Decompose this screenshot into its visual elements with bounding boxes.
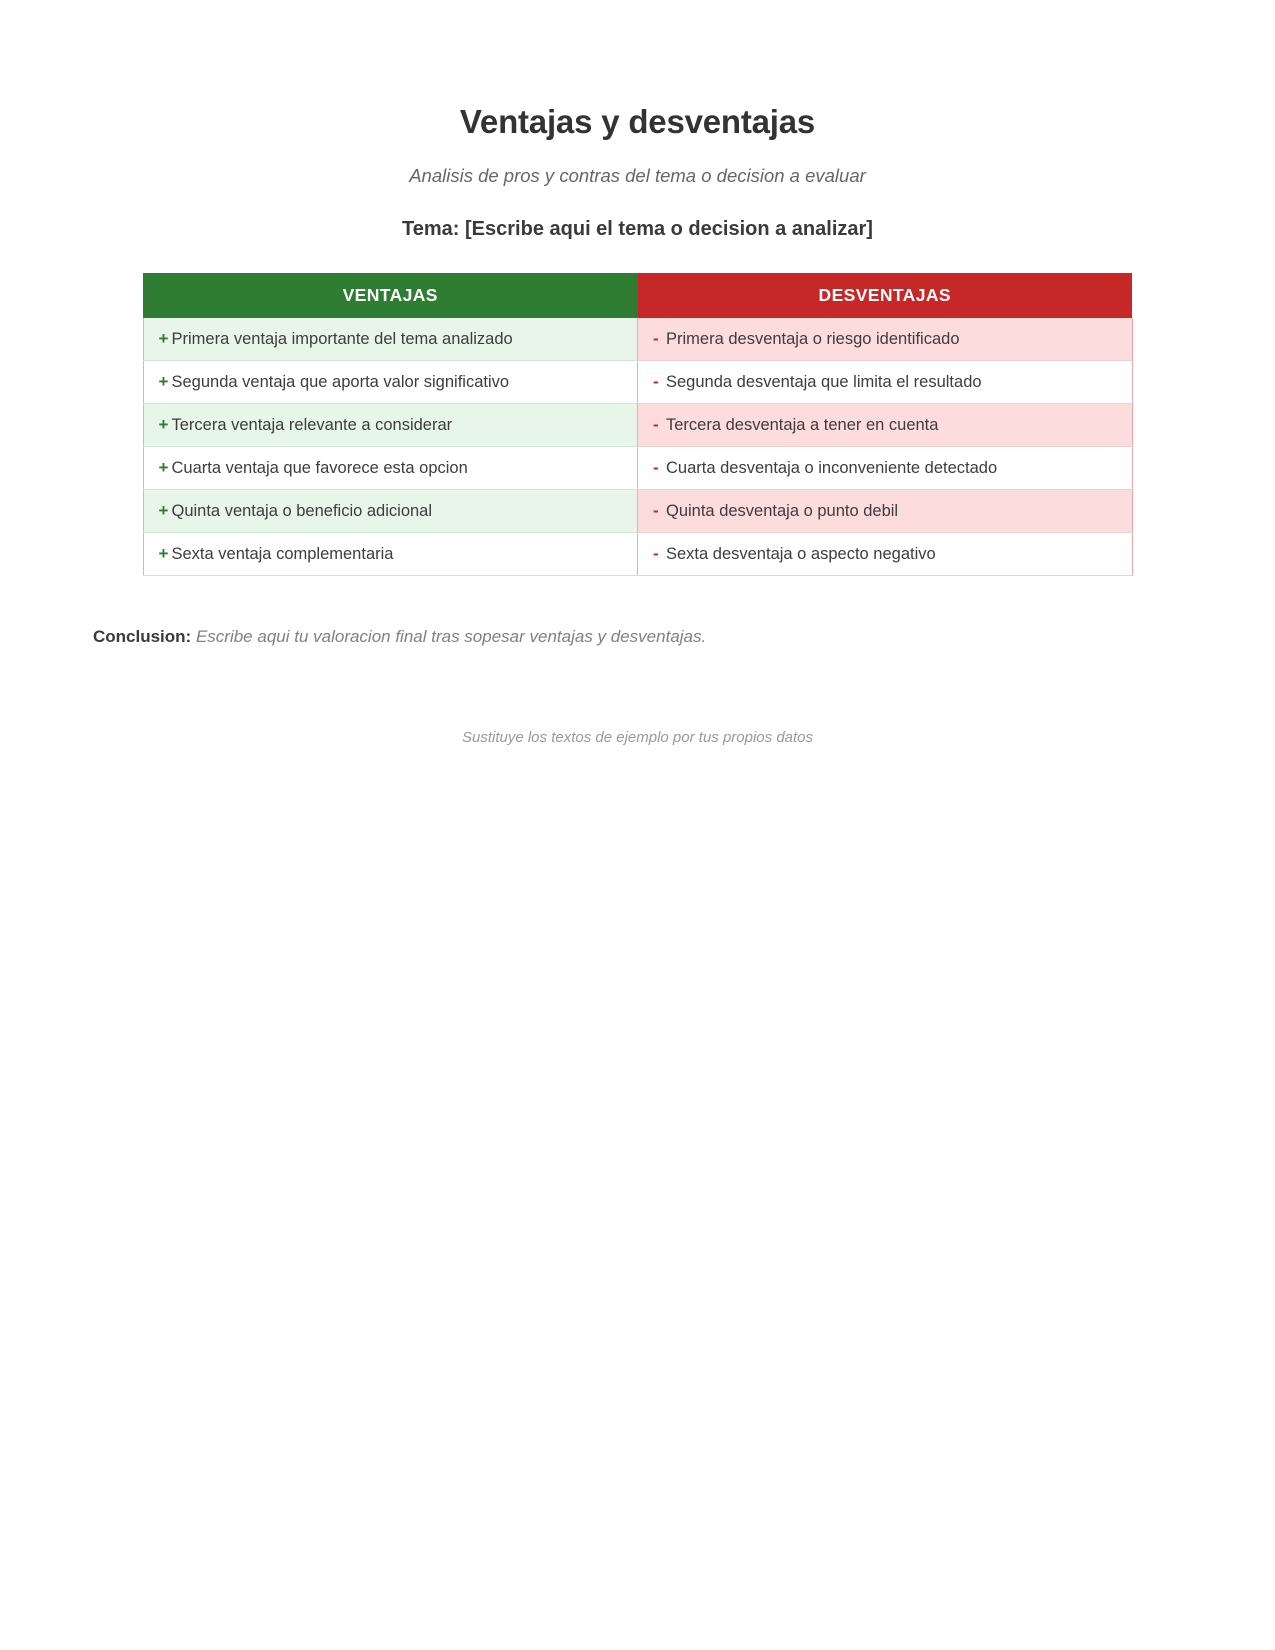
ventaja-cell	[143, 318, 638, 361]
plus-icon: +	[158, 372, 169, 391]
page-subtitle: Analisis de pros y contras del tema o decision a evaluar	[409, 165, 866, 186]
ventaja-text: Sexta ventaja complementaria	[171, 545, 394, 563]
minus-icon: -	[653, 329, 659, 348]
table-header	[143, 273, 1132, 318]
plus-icon: +	[158, 458, 169, 477]
plus-icon: +	[158, 501, 169, 520]
desventaja-text: Primera desventaja o riesgo identificado	[666, 330, 960, 348]
ventaja-text: Quinta ventaja o beneficio adicional	[171, 502, 433, 520]
conclusion-line	[88, 576, 1187, 647]
desventaja-cell	[638, 361, 1133, 404]
pros-cons-table-wrapper	[88, 273, 1187, 576]
table-row	[143, 490, 1132, 533]
desventaja-text: Sexta desventaja o aspecto negativo	[666, 545, 936, 563]
ventaja-text: Tercera ventaja relevante a considerar	[171, 416, 453, 434]
plus-icon: +	[158, 415, 169, 434]
table-row	[143, 447, 1132, 490]
table-body	[143, 318, 1132, 576]
table-row	[143, 361, 1132, 404]
desventaja-cell	[638, 490, 1133, 533]
minus-icon: -	[653, 501, 659, 520]
desventaja-text: Cuarta desventaja o inconveniente detectado	[666, 459, 998, 477]
ventaja-text: Segunda ventaja que aporta valor significativo	[171, 373, 510, 391]
ventaja-cell	[143, 533, 638, 576]
plus-icon: +	[158, 544, 169, 563]
desventaja-cell	[638, 404, 1133, 447]
table-row	[143, 533, 1132, 576]
desventaja-text: Tercera desventaja a tener en cuenta	[666, 416, 939, 434]
ventaja-cell	[143, 490, 638, 533]
column-header-desventajas: DESVENTAJAS	[638, 273, 1133, 318]
minus-icon: -	[653, 415, 659, 434]
ventaja-cell	[143, 404, 638, 447]
desventaja-cell	[638, 533, 1133, 576]
ventaja-text: Cuarta ventaja que favorece esta opcion	[171, 459, 468, 477]
desventaja-cell	[638, 447, 1133, 490]
ventaja-cell	[143, 361, 638, 404]
ventaja-cell	[143, 447, 638, 490]
pros-cons-table	[143, 273, 1133, 576]
ventaja-text: Primera ventaja importante del tema analizado	[171, 330, 513, 348]
column-header-ventajas: VENTAJAS	[143, 273, 638, 318]
page-title: Ventajas y desventajas	[459, 103, 816, 140]
minus-icon: -	[653, 458, 659, 477]
table-row	[143, 318, 1132, 361]
conclusion-label: Conclusion:	[93, 627, 192, 646]
desventaja-text: Quinta desventaja o punto debil	[666, 502, 899, 520]
topic-line: Tema: [Escribe aqui el tema o decision a analizar]	[402, 218, 873, 240]
desventaja-text: Segunda desventaja que limita el resultado	[666, 373, 982, 391]
plus-icon: +	[158, 329, 169, 348]
minus-icon: -	[653, 544, 659, 563]
minus-icon: -	[653, 372, 659, 391]
table-header-row	[143, 273, 1132, 318]
footer-note: Sustituye los textos de ejemplo por tus propios datos	[461, 729, 814, 746]
conclusion-value: Escribe aqui tu valoracion final tras sopesar ventajas y desventajas.	[195, 627, 707, 646]
table-row	[143, 404, 1132, 447]
desventaja-cell	[638, 318, 1133, 361]
